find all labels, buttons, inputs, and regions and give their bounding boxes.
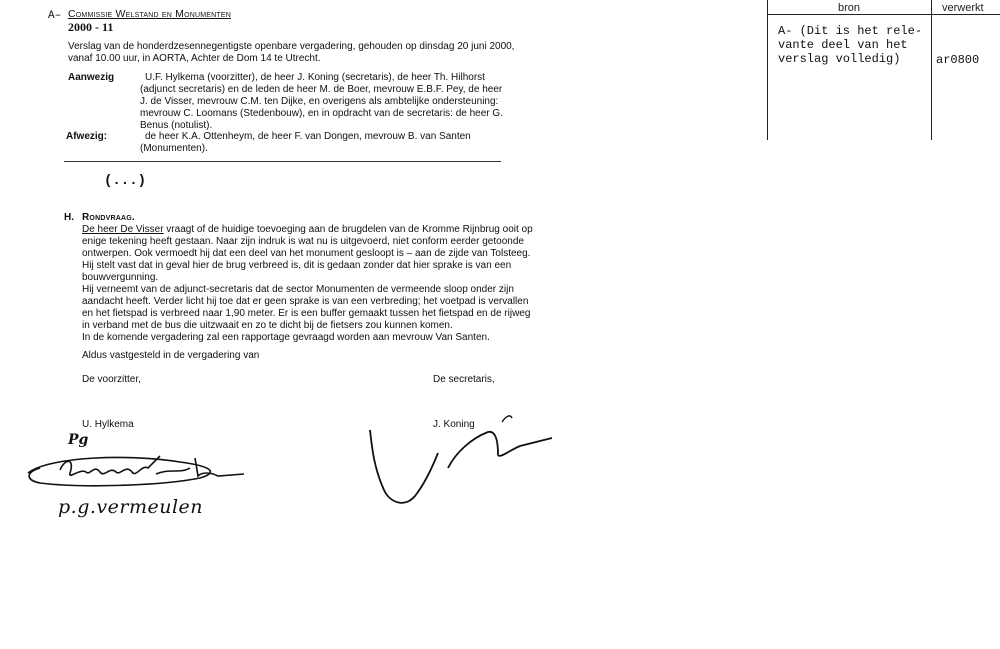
separator-line — [64, 161, 501, 162]
secretary-role: De secretaris, — [433, 374, 495, 385]
chair-handwritten-name: p.g.vermeulen — [58, 496, 204, 518]
section-line: Hij stelt vast dat in geval hier de brug verbreed is, dit is gedaan zonder dat hier sprake is van een — [82, 260, 512, 271]
section-line: en het fietspad is verbreed naar 1,90 meter. Er is een buffer gemaakt tussen het fietspad en de rijweg — [82, 308, 531, 319]
table-code: ar0800 — [936, 53, 980, 67]
table-header-bron: bron — [838, 2, 861, 14]
present-line: J. de Visser, mevrouw C.M. ten Dijke, en overigens als ambtelijke ondersteuning: — [140, 96, 499, 107]
table-source-line: A- (Dit is het rele- — [778, 24, 923, 38]
meeting-number: 2000 - 11 — [68, 20, 114, 34]
absent-line: de heer K.A. Ottenheym, de heer F. van Dongen, mevrouw B. van Santen — [145, 131, 471, 142]
present-label: Aanwezig — [68, 72, 115, 83]
section-first-line — [82, 224, 533, 236]
table-divider-mid — [931, 0, 932, 140]
chair-role: De voorzitter, — [82, 374, 141, 385]
section-title: Rondvraag. — [82, 212, 135, 223]
intro-line-2: vanaf 10.00 uur, in AORTA, Achter de Dom 14 te Utrecht. — [68, 53, 321, 64]
present-line: (adjunct secretaris) en de leden de heer M. de Boer, mevrouw E.B.F. Pey, de heer — [140, 84, 503, 95]
section-line: In de komende vergadering zal een rapportage gevraagd worden aan mevrouw Van Santen. — [82, 332, 490, 343]
org-name: Commissie Welstand en Monumenten — [68, 8, 231, 20]
absent-label: Afwezig: — [66, 131, 108, 142]
table-source-line: verslag volledig) — [778, 52, 901, 66]
table-divider-left — [767, 0, 768, 140]
closing-line: Aldus vastgesteld in de vergadering van — [82, 350, 260, 361]
table-header-verwerkt: verwerkt — [942, 2, 984, 14]
chair-name: U. Hylkema — [82, 419, 134, 430]
speaker-name: De heer De Visser — [82, 224, 164, 235]
section-line: in verband met de bus die uitzwaait en zo te dicht bij de fietsers zou kunnen komen. — [82, 320, 453, 331]
table-header-rule — [767, 14, 1000, 15]
section-letter: H. — [64, 212, 74, 223]
secretary-signature — [360, 408, 560, 518]
section-first-line-rest: vraagt of de huidige toevoeging aan de brugdelen van de Kromme Rijnbrug ooit op — [163, 224, 533, 235]
present-line: U.F. Hylkema (voorzitter), de heer J. Koning (secretaris), de heer Th. Hilhorst — [145, 72, 485, 83]
section-line: bouwvergunning. — [82, 272, 159, 283]
section-line: ontwerpen. Ook vermoedt hij dat een deel van het monument gesloopt is – aan de zijde van Tolsteeg. — [82, 248, 531, 259]
section-line: aandacht heeft. Verder licht hij toe dat er geen sprake is van een verbreding; het voetpad is vervallen — [82, 296, 529, 307]
margin-mark: A– — [48, 10, 62, 22]
chair-handwritten-initials: Pg — [68, 432, 89, 448]
absent-line: (Monumenten). — [140, 143, 208, 154]
secretary-name: J. Koning — [433, 419, 475, 430]
present-line: Benus (notulist). — [140, 120, 213, 131]
table-source-line: vante deel van het — [778, 38, 908, 52]
section-line: Hij verneemt van de adjunct-secretaris dat de sector Monumenten de vermeende sloop onder zijn — [82, 284, 514, 295]
ellipsis: (...) — [104, 173, 147, 189]
present-line: mevrouw C. Loomans (Stedenbouw), en in opdracht van de secretaris: de heer G. — [140, 108, 503, 119]
section-line: enige tekening heeft gestaan. Naar zijn indruk is wat nu is uitgevoerd, niet conform eerder getoonde — [82, 236, 524, 247]
intro-line-1: Verslag van de honderdzesennegentigste openbare vergadering, gehouden op dinsdag 20 juni 2000, — [68, 41, 515, 52]
